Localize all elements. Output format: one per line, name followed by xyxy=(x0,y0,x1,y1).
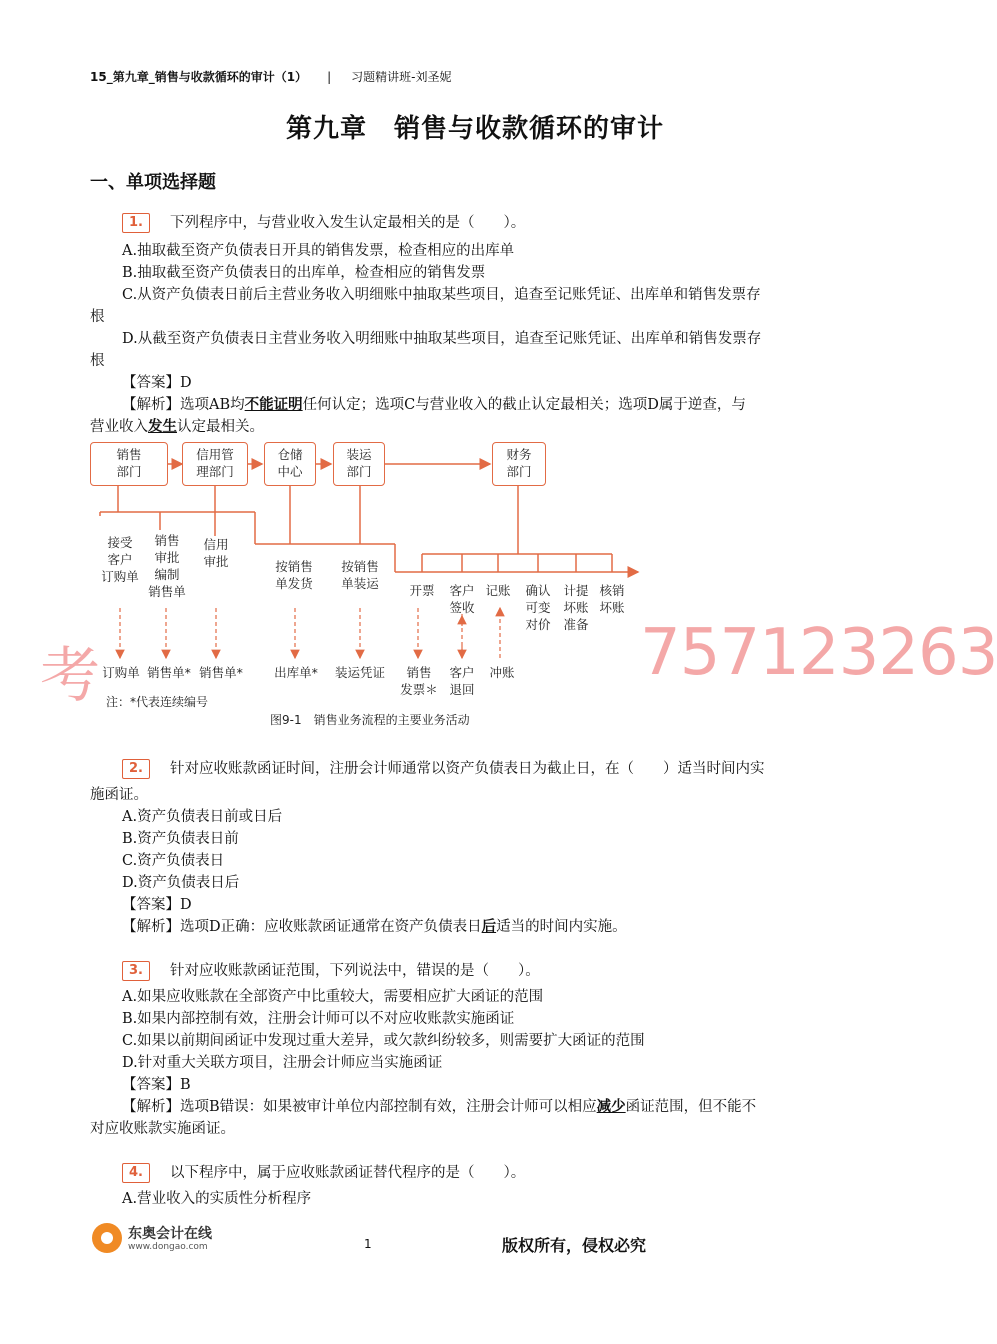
q1-answer: 【答案】D xyxy=(122,375,192,391)
header-class: 习题精讲班-刘圣妮 xyxy=(351,70,452,84)
doc-sales-order-2: 销售单* xyxy=(199,665,243,680)
q1-stem xyxy=(90,212,892,234)
q3-option-c: C.如果以前期间函证中发现过重大差异，或欠款纠纷较多，则需要扩大函证的范围 xyxy=(122,1033,645,1049)
activity-ship-goods: 按销售 单发货 xyxy=(275,559,313,591)
activity-variable-consideration: 确认 可变 对价 xyxy=(525,583,551,632)
q4-number: 4. xyxy=(122,1163,150,1183)
q1-exp-part: 认定最相关。 xyxy=(177,419,264,435)
q1-option-c-cont: 根 xyxy=(90,309,105,325)
q1-exp-emphasis: 不能证明 xyxy=(244,396,303,413)
q2-explanation xyxy=(90,916,892,938)
logo-mark-icon xyxy=(92,1223,122,1253)
q4-stem xyxy=(90,1162,892,1184)
q2-stem-text: 针对应收账款函证时间，注册会计师通常以资产负债表日为截止日，在（ ）适当时间内实 xyxy=(170,761,765,777)
q2-option-a: A.资产负债表日前或日后 xyxy=(122,809,283,825)
q3-answer: 【答案】B xyxy=(122,1077,191,1093)
doc-reversal: 冲账 xyxy=(489,665,515,680)
q1-exp-part: 营业收入 xyxy=(90,419,148,435)
dept-sales-label: 销售 部门 xyxy=(116,447,142,479)
q2-stem-cont: 施函证。 xyxy=(90,787,148,803)
page-header xyxy=(90,68,451,85)
watermark-right: 757123263 xyxy=(640,616,997,690)
doc-order: 订购单 xyxy=(102,665,140,680)
doc-sales-order-1: 销售单* xyxy=(147,665,191,680)
activity-shipping: 按销售 单装运 xyxy=(341,559,379,591)
q1-option-d: D.从截至资产负债表日主营业务收入明细账中抽取某些项目，追查至记账凭证、出库单和销售发票存 xyxy=(122,331,762,347)
q1-number: 1. xyxy=(122,213,150,233)
logo-name: 东奥会计在线 xyxy=(128,1226,212,1242)
q1-exp-part: 任何认定；选项C与营业收入的截止认定最相关；选项D属于逆查，与 xyxy=(302,397,746,413)
q1-stem-text: 下列程序中，与营业收入发生认定最相关的是（ ）。 xyxy=(170,215,526,231)
diagram-caption: 图9-1 销售业务流程的主要业务活动 xyxy=(270,713,470,727)
q3-stem-text: 针对应收账款函证范围，下列说法中，错误的是（ ）。 xyxy=(170,963,540,979)
q3-number: 3. xyxy=(122,961,150,981)
sales-process-diagram xyxy=(90,436,650,736)
q2-answer: 【答案】D xyxy=(122,897,192,913)
header-course: 15_第九章_销售与收款循环的审计（1） xyxy=(90,70,308,84)
section-heading: 一、单项选择题 xyxy=(90,172,216,193)
dept-warehouse xyxy=(264,442,316,486)
q3-exp-emphasis: 减少 xyxy=(596,1098,626,1115)
q1-option-b: B.抽取截至资产负债表日的出库单，检查相应的销售发票 xyxy=(122,265,486,281)
q3-option-b: B.如果内部控制有效，注册会计师可以不对应收账款实施函证 xyxy=(122,1011,515,1027)
activity-bad-debt-provision: 计提 坏账 准备 xyxy=(563,583,589,632)
dept-credit-label: 信用管 理部门 xyxy=(196,447,234,479)
q2-exp-emphasis: 后 xyxy=(481,918,497,935)
q2-option-d: D.资产负债表日后 xyxy=(122,875,240,891)
q1-option-c: C.从资产负债表日前后主营业务收入明细账中抽取某些项目，追查至记账凭证、出库单和销售发票存 xyxy=(122,287,761,303)
q1-option-a: A.抽取截至资产负债表日开具的销售发票，检查相应的出库单 xyxy=(122,243,515,259)
q2-option-b: B.资产负债表日前 xyxy=(122,831,239,847)
doc-customer-return: 客户 退回 xyxy=(449,665,475,697)
dept-finance xyxy=(492,442,546,486)
q1-option-d-cont: 根 xyxy=(90,353,105,369)
q3-explanation-cont: 对应收账款实施函证。 xyxy=(90,1121,235,1137)
activity-receive-order: 接受 客户 订购单 xyxy=(101,535,139,584)
activity-bookkeeping: 记账 xyxy=(485,583,511,598)
q2-number: 2. xyxy=(122,759,150,779)
q2-option-c: C.资产负债表日 xyxy=(122,853,225,869)
q3-option-d: D.针对重大关联方项目，注册会计师应当实施函证 xyxy=(122,1055,443,1071)
doc-sales-invoice: 销售 发票＊ xyxy=(400,665,438,697)
chapter-title: 第九章 销售与收款循环的审计 xyxy=(285,114,664,144)
q1-explanation xyxy=(90,394,892,416)
dept-credit xyxy=(182,442,248,486)
q3-explanation xyxy=(90,1096,892,1118)
q1-exp-part: 【解析】选项AB均 xyxy=(122,397,245,413)
activity-credit-approval: 信用 审批 xyxy=(203,537,229,569)
dongao-logo xyxy=(92,1223,242,1263)
dept-shipping-label: 装运 部门 xyxy=(346,447,372,479)
dept-warehouse-label: 仓储 中心 xyxy=(277,447,303,479)
q4-option-a: A.营业收入的实质性分析程序 xyxy=(122,1191,312,1207)
q1-explanation-cont xyxy=(90,416,860,438)
q3-option-a: A.如果应收账款在全部资产中比重较大，需要相应扩大函证的范围 xyxy=(122,989,544,1005)
doc-delivery-note: 出库单* xyxy=(274,665,318,680)
q2-exp-part: 适当的时间内实施。 xyxy=(496,919,627,935)
dept-finance-label: 财务 部门 xyxy=(506,447,532,479)
diagram-note: 注：*代表连续编号 xyxy=(106,695,209,709)
page-number: 1 xyxy=(364,1237,372,1251)
activity-customer-sign: 客户 签收 xyxy=(449,583,475,615)
watermark-left: 考 xyxy=(40,641,100,711)
logo-url: www.dongao.com xyxy=(128,1242,208,1252)
q4-stem-text: 以下程序中，属于应收账款函证替代程序的是（ ）。 xyxy=(170,1165,526,1181)
activity-invoice: 开票 xyxy=(409,583,435,598)
header-separator: | xyxy=(327,70,332,84)
dept-sales xyxy=(90,442,168,486)
q2-stem xyxy=(90,758,892,780)
q1-exp-emphasis: 发生 xyxy=(148,418,177,435)
doc-shipping-voucher: 装运凭证 xyxy=(334,665,385,680)
q2-exp-part: 【解析】选项D正确：应收账款函证通常在资产负债表日 xyxy=(122,919,482,935)
activity-write-off: 核销 坏账 xyxy=(599,583,625,615)
q3-stem xyxy=(90,960,892,982)
dept-shipping xyxy=(333,442,385,486)
copyright-notice: 版权所有，侵权必究 xyxy=(502,1236,647,1255)
q3-exp-part: 【解析】选项B错误：如果被审计单位内部控制有效，注册会计师可以相应 xyxy=(122,1099,597,1115)
activity-sales-approval: 销售 审批 编制 销售单 xyxy=(148,533,186,599)
q3-exp-part: 函证范围，但不能不 xyxy=(625,1099,757,1115)
